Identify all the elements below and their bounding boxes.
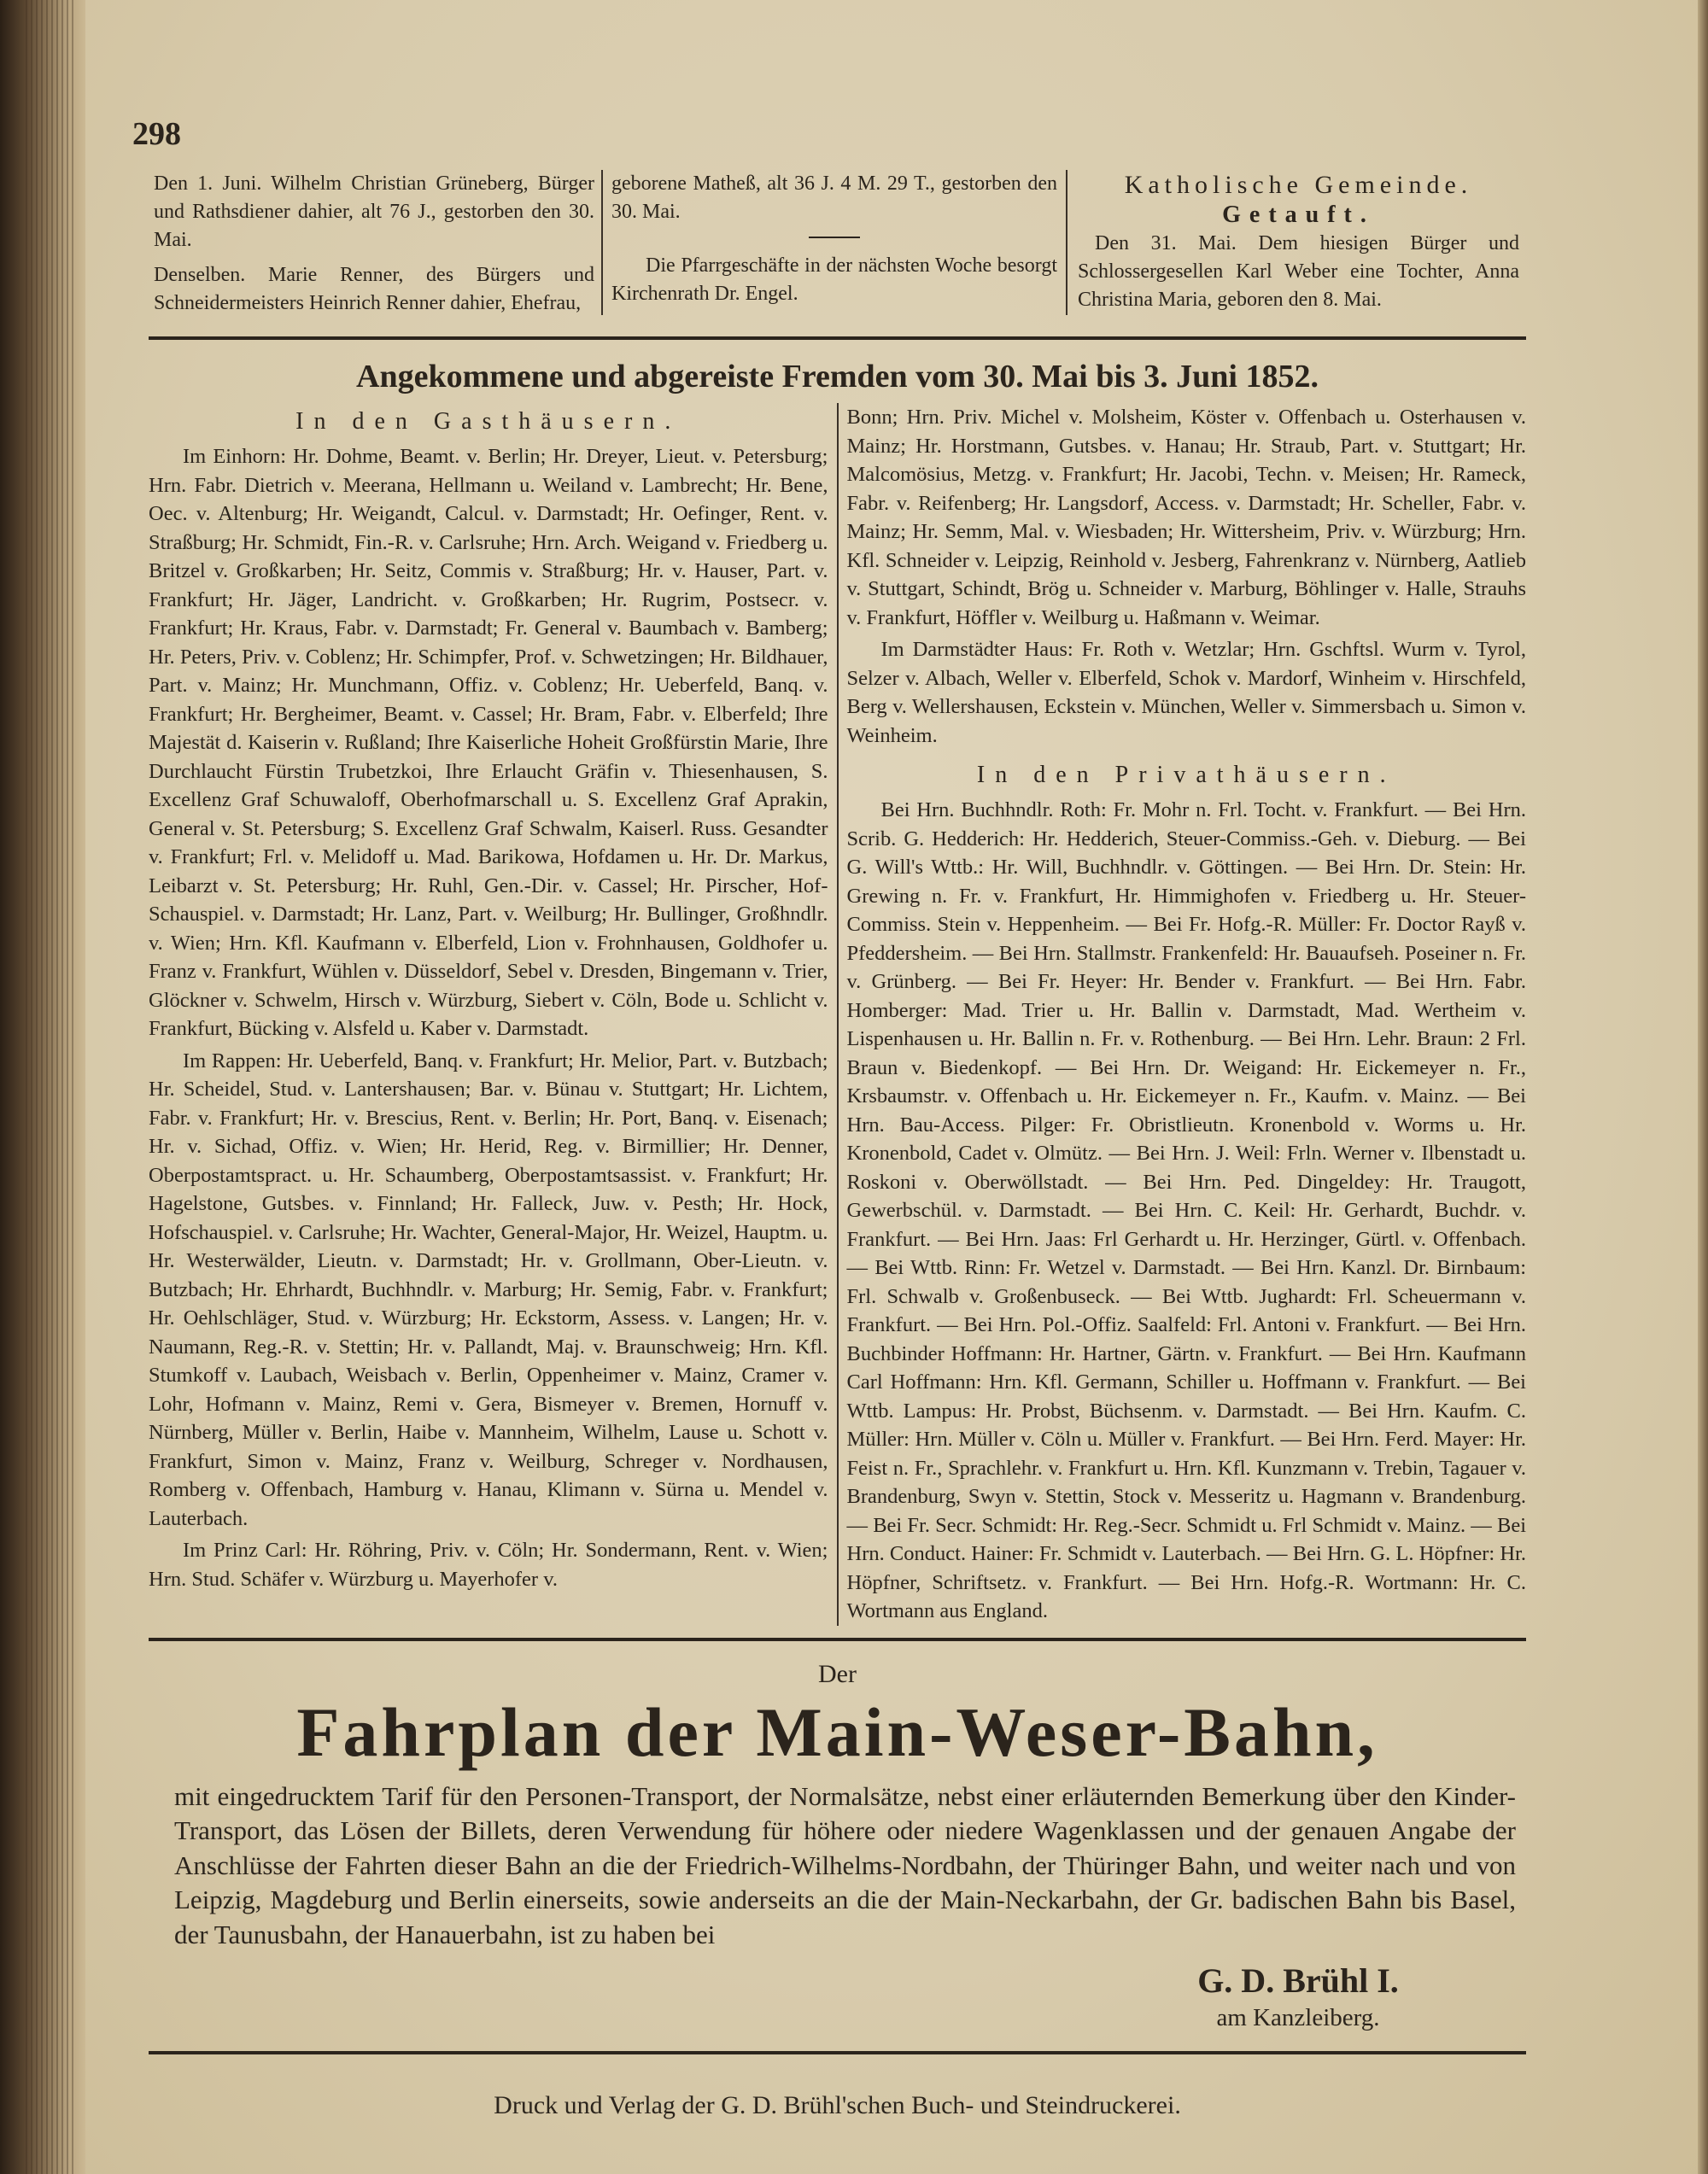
death-notice: Denselben. Marie Renner, des Bürgers und Schneidermeisters Heinrich Renner dahier, Ehefrau, [154,264,594,314]
advert-intro: Der [818,1659,857,1688]
section-heading: In den Gasthäusern. [295,408,681,435]
section-heading: In den Privathäusern. [976,762,1396,788]
hotel-entry: Im Rappen: Hr. Ueberfeld, Banq. v. Frankfurt; Hr. Melior, Part. v. Butzbach; Hr. Scheidel, Stud. v. Lantershausen; Bar. v. Bünau v. Stuttgart; Hr. Lichtem, Fabr. v. Frankfurt; Hr. v. Brescius, Rent. v. Berlin; Hr. Port, Banq. v. Eisenach; Hr. v. Sichad, Offiz. v. Wien; Hr. Herid, Reg. v. Birmillier; Hr. Denner, Oberpostamtspract. u. Hr. Schaumberg, Oberpostamtsassist. v. Frankfurt; Hr. Hagelstone, Gutsbes. v. Finnland; Hr. Falleck, Juw. v. Pesth; Hr. Hock, Hofschauspiel. v. Carlsruhe; Hr. Wachter, General-Major, Hr. Weizel, Hauptm. u. Hr. Westerwälder, Lieutn. v. Darmstadt; Hr. v. Grollmann, Ober-Lieutn. v. Butzbach; Hr. Ehrhardt, Buchhndlr. v. Marburg; Hr. Semig, Fabr. v. Frankfurt; Hr. Oehlschläger, Stud. v. Würzburg; Hr. Eckstorm, Assess. v. Langen; Hr. v. Naumann, Reg.-R. v. Stettin; Hr. v. Pallandt, Maj. v. Braunschweig; Hrn. Kfl. Stumkoff v. Laubach, Weisbach v. Berlin, Oppenheimer v. Mainz, Cramer v. Lohr, Hofmann v. Mainz, Remi v. Gera, Bismeyer v. Bremen, Hornuff v. Nürnberg, Müller v. Berlin, Haibe v. Mannheim, Wilhelm, Lause u. Schott v. Frankfurt, Simon v. Mainz, Franz v. Weilburg, Schreger v. Nordhausen, Romberg v. Offenbach, Hamburg v. Hanau, Klimann v. Sürna u. Mendel v. Lauterbach. [149,1049,828,1530]
book-spine [0,0,85,2174]
arrivals-columns [149,403,1526,1626]
horizontal-rule [149,336,1526,340]
newspaper-page [132,0,1526,2174]
hotel-entry: Bonn; Hrn. Priv. Michel v. Molsheim, Köster v. Offenbach u. Osterhausen v. Mainz; Hr. Horstmann, Gutsbes. v. Hanau; Hr. Straub, Part. v. Stuttgart; Hr. Malcomösius, Metzg. v. Frankfurt; Hr. Jacobi, Techn. v. Meisen; Hr. Rameck, Fabr. v. Reifenberg; Hr. Langsdorf, Access. v. Darmstadt; Hr. Scheller, Fabr. v. Mainz; Hr. Semm, Mal. v. Wiesbaden; Hr. Wittersheim, Priv. v. Würzburg; Hrn. Kfl. Schneider v. Leipzig, Reinhold v. Jesberg, Fahrenkranz v. Nürnberg, Aatlieb v. Stuttgart, Schindt, Brög u. Schneider v. Marburg, Böhlinger v. Halle, Strauhs v. Frankfurt, Höffler v. Weilburg u. Haßmann v. Weimar. [846,406,1526,629]
death-notice: Den 1. Juni. Wilhelm Christian Grüneberg, Bürger und Rathsdiener dahier, alt 76 J., gestorben den 30. Mai. [154,172,594,251]
page-number: 298 [132,116,181,152]
catholic-community-column [1068,170,1526,321]
page-edges [26,0,77,2174]
parish-duty-notice: Die Pfarrgeschäfte in der nächsten Woche besorgt Kirchenrath Dr. Engel. [611,254,1057,305]
printer-imprint: Druck und Verlag der G. D. Brühl'schen Buch- und Steindruckerei. [494,2091,1181,2119]
horizontal-rule [149,1638,1526,1641]
separator-dash [809,237,860,238]
section-heading: Katholische Gemeinde. [1124,171,1473,199]
advert-seller: G. D. Brühl I. [1197,1961,1399,2000]
advert-seller-block [1093,1961,1503,2034]
advert-body: mit eingedrucktem Tarif für den Personen-Transport, der Normalsätze, nebst einer erläuternden Bemerkung über den Kinder-Transport, das Lösen der Billets, deren Verwendung für höhere oder niedere Wagenklassen und der genauen Angabe der Anschlüsse der Fahrten dieser Bahn an die der Friedrich-Wilhelms-Nordbahn, der Thüringer Bahn, und weiter nach und von Leipzig, Magdeburg und Berlin einerseits, sowie anderseits an die der Main-Neckarbahn, der Gr. badischen Bahn bis Basel, der Taunusbahn, der Hanauerbahn, ist zu haben bei [174,1780,1516,1949]
advert-title: Fahrplan der Main-Weser-Bahn, [296,1692,1378,1771]
advert-address: am Kanzleiberg. [1216,2004,1380,2031]
baptism-notice: Den 31. Mai. Dem hiesigen Bürger und Schlossergesellen Karl Weber eine Tochter, Anna Christina Maria, geboren den 8. Mai. [1078,232,1519,311]
page-right-edge [1698,0,1708,2174]
death-notices-column [149,170,601,324]
section-subheading: Getauft. [1222,202,1375,228]
private-house-entries: Bei Hrn. Buchhndlr. Roth: Fr. Mohr n. Frl. Tocht. v. Frankfurt. — Bei Hrn. Scrib. G. Hedderich: Hr. Hedderich, Steuer-Commiss.-Geh. v. Dieburg. — Bei G. Will's Wttb.: Hr. Will, Buchhndlr. v. Göttingen. — Bei Hrn. Dr. Stein: Hr. Grewing n. Fr. v. Frankfurt, Hr. Himmighofen v. Friedberg u. Hr. Steuer-Commiss. Stein v. Heppenheim. — Bei Fr. Hofg.-R. Müller: Fr. Doctor Rayß v. Pfeddersheim. — Bei Hrn. Stallmstr. Frankenfeld: Hr. Bauaufseh. Poseiner n. Fr. v. Grünberg. — Bei Fr. Heyer: Hr. Bender v. Frankfurt. — Bei Hrn. Fabr. Homberger: Mad. Trier u. Hr. Ballin v. Darmstadt, Mad. Wertheim v. Lispenhausen u. Hr. Ballin n. Fr. v. Rothenburg. — Bei Hrn. Lehr. Braun: 2 Frl. Braun v. Biedenkopf. — Bei Hrn. Dr. Weigand: Hr. Eickemeyer n. Fr., Krsbaumstr. v. Offenbach u. Hr. Eickemeyer n. Fr., Kaufm. v. Mainz. — Bei Hrn. Bau-Access. Pilger: Fr. Obristlieutn. Kronenbold v. Worms u. Hr. Kronenbold, Cadet v. Olmütz. — Bei Hrn. J. Weil: Frln. Werner v. Ilbenstadt u. Roskoni v. Oberwöllstadt. — Bei Hrn. Ped. Dingeldey: Hr. Traugott, Gewerbschül. v. Darmstadt. — Bei Hrn. C. Keil: Hr. Gerhardt, Buchdr. v. Frankfurt. — Bei Hrn. Jaas: Frl Gerhardt u. Hr. Herzinger, Gürtl. v. Offenbach. — Bei Wttb. Rinn: Fr. Wetzel v. Darmstadt. — Bei Hrn. Kanzl. Dr. Birnbaum: Frl. Schwalb v. Großenbuseck. — Bei Wttb. Jughardt: Frl. Scheuermann v. Frankfurt. — Bei Hrn. Pol.-Offiz. Saalfeld: Frl. Antoni v. Frankfurt. — Bei Hrn. Buchbinder Hoffmann: Hr. Hartner, Gärtn. v. Frankfurt. — Bei Hrn. Kaufmann Carl Hoffmann: Hrn. Kfl. Germann, Schiller u. Hoffmann v. Frankfurt. — Bei Wttb. Lampus: Hr. Probst, Büchsenm. v. Darmstadt. — Bei Hrn. Kaufm. C. Müller: Hrn. Müller v. Cöln u. Müller v. Frankfurt. — Bei Hrn. Ferd. Mayer: Hr. Feist n. Fr., Sprachlehr. v. Frankfurt u. Hrn. Kfl. Kunzmann v. Trebin, Tagauer v. Brandenburg, Swyn v. Stettin, Stock v. Messeritz u. Hagmann v. Brandenburg. — Bei Fr. Secr. Schmidt: Hr. Reg.-Secr. Schmidt u. Frl Schmidt v. Mainz. — Bei Hrn. Conduct. Hainer: Fr. Schmidt v. Lauterbach. — Bei Hrn. G. L. Höpfner: Hr. Höpfner, Schriftsetz. v. Frankfurt. — Bei Hrn. Hofg.-R. Wortmann: Hr. C. Wortmann aus England. [846,798,1526,1622]
parish-notices-column [601,170,1068,315]
death-notice-continued: geborene Matheß, alt 36 J. 4 M. 29 T., gestorben den 30. Mai. [611,172,1057,223]
hotel-entry: Im Darmstädter Haus: Fr. Roth v. Wetzlar; Hrn. Gschftsl. Wurm v. Tyrol, Selzer v. Albach, Weller v. Elberfeld, Schok v. Mardorf, Winheim v. Hirschfeld, Berg v. Wellershausen, Eckstein v. München, Weller v. Simmersbach u. Simon v. Weinheim. [846,638,1526,747]
top-notices [149,170,1526,324]
horizontal-rule [149,2051,1526,2054]
hotel-entry: Im Prinz Carl: Hr. Röhring, Priv. v. Cöln; Hr. Sondermann, Rent. v. Wien; Hrn. Stud. Schäfer v. Würzburg u. Mayerhofer v. [149,1539,828,1591]
hotel-entry: Im Einhorn: Hr. Dohme, Beamt. v. Berlin; Hr. Dreyer, Lieut. v. Petersburg; Hrn. Fabr. Dietrich v. Meerana, Hellmann u. Weiland v. Lambrecht; Hr. Bene, Oec. v. Altenburg; Hr. Weigandt, Calcul. v. Darmstadt; Hr. Oefinger, Rent. v. Straßburg; Hr. Schmidt, Fin.-R. v. Carlsruhe; Hrn. Arch. Weigand v. Friedberg u. Britzel v. Großkarben; Hr. Seitz, Commis v. Straßburg; Hr. v. Hauser, Part. v. Frankfurt; Hr. Jäger, Landricht. v. Großkarben; Hr. Rugrim, Postsecr. v. Frankfurt; Hr. Kraus, Fabr. v. Darmstadt; Fr. General v. Baumbach v. Bamberg; Hr. Peters, Priv. v. Coblenz; Hr. Schimpfer, Prof. v. Schwetzingen; Hr. Bildhauer, Part. v. Mainz; Hr. Munchmann, Offiz. v. Coblenz; Hr. Ueberfeld, Banq. v. Frankfurt; Hr. Bergheimer, Beamt. v. Cassel; Hr. Bram, Fabr. v. Elberfeld; Ihre Majestät d. Kaiserin v. Rußland; Ihre Kaiserliche Hoheit Großfürstin Marie, Ihre Durchlaucht Fürstin Trubetzkoi, Ihre Erlaucht Gräfin v. Thiesenhausen, S. Excellenz Graf Schuwaloff, Oberhofmarschall u. S. Excellenz Graf Aprakin, General v. St. Petersburg; S. Excellenz Graf Schwalm, Kaiserl. Russ. Gesandter v. Frankfurt; Frl. v. Melidoff u. Mad. Barikowa, Hofdamen u. Hr. Dr. Markus, Leibarzt v. St. Petersburg; Hr. Ruhl, Gen.-Dir. v. Cassel; Hr. Pirscher, Hof-Schauspiel. v. Darmstadt; Hr. Lanz, Part. v. Weilburg; Hr. Bullinger, Großhndlr. v. Wien; Hrn. Kfl. Kaufmann v. Elberfeld, Lion v. Frohnhausen, Goldhofer u. Franz v. Frankfurt, Wühlen v. Düsseldorf, Sebel v. Dresden, Bingemann v. Trier, Glöckner v. Schwelm, Hirsch v. Würzburg, Siebert v. Cöln, Bode u. Schlicht v. Frankfurt, Bücking v. Alsfeld u. Kaber v. Darmstadt. [149,445,828,1040]
arrivals-heading: Angekommene und abgereiste Fremden vom 30. Mai bis 3. Juni 1852. [356,359,1319,394]
